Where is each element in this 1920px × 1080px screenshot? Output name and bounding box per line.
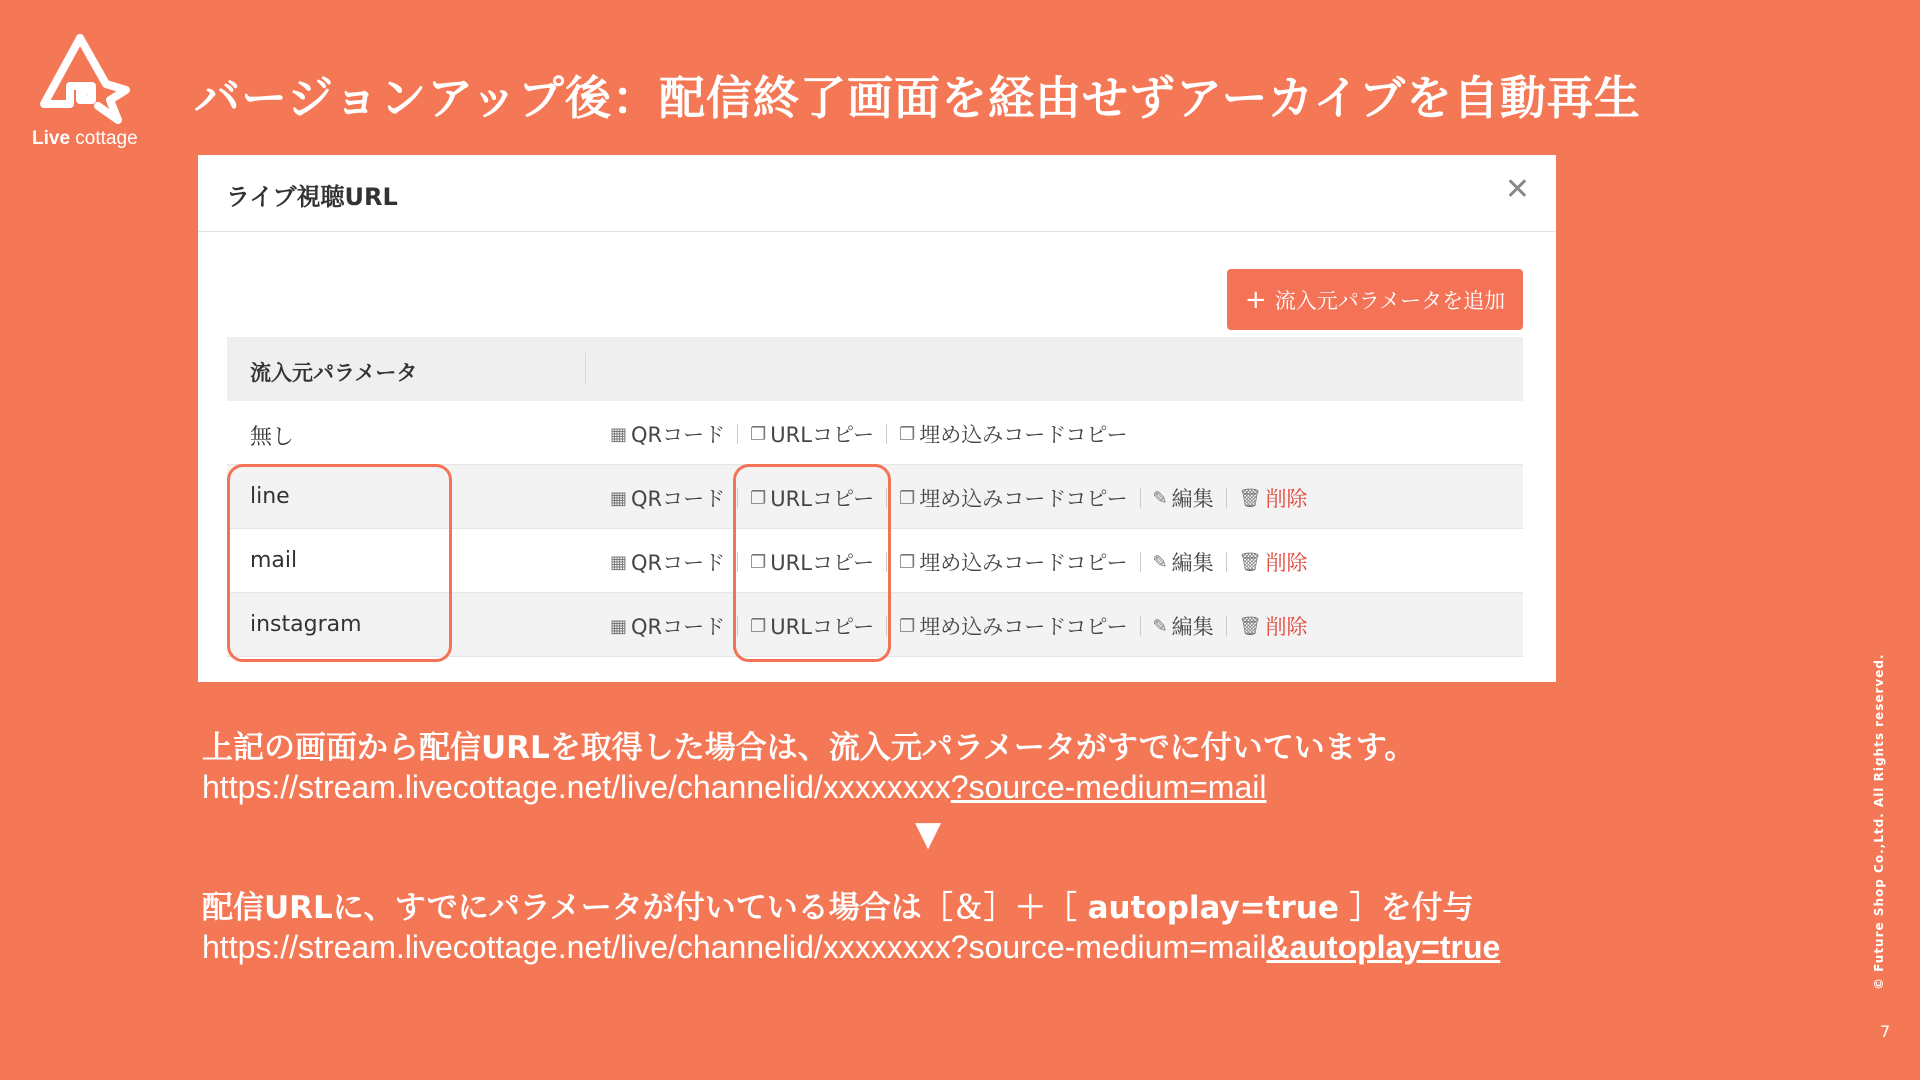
row-name: 無し <box>250 425 295 450</box>
copy-icon: ❐ <box>750 423 767 445</box>
page-number: 7 <box>1880 1022 1891 1041</box>
highlight-url-copy <box>733 464 891 662</box>
row-name: instagram <box>250 612 362 637</box>
row-actions <box>610 419 1128 449</box>
table-row <box>227 401 1523 465</box>
explanation-line-1: 上記の画面から配信URLを取得した場合は、流入元パラメータがすでに付いています。 <box>202 730 1416 766</box>
copy-icon: ❐ <box>899 551 916 573</box>
logo-text: Live cottage <box>32 128 138 149</box>
close-icon[interactable]: ✕ <box>1504 172 1530 207</box>
copy-icon: ❐ <box>750 487 767 509</box>
row-actions <box>610 547 1308 577</box>
dialog-header <box>198 155 1556 232</box>
add-source-parameter-button[interactable] <box>1227 269 1523 330</box>
qr-icon: ▦ <box>610 487 628 509</box>
edit-button[interactable]: ✎ 編集 <box>1152 615 1214 639</box>
copy-icon: ❐ <box>750 551 767 573</box>
trash-icon: 🗑 <box>1238 551 1262 573</box>
pencil-icon: ✎ <box>1152 615 1168 637</box>
row-name: mail <box>250 548 298 573</box>
header-divider <box>585 353 586 385</box>
url2-param: &autoplay=true <box>1266 929 1501 965</box>
row-actions <box>610 611 1308 641</box>
delete-button[interactable]: 🗑 削除 <box>1238 487 1308 511</box>
example-url-2: https://stream.livecottage.net/live/channelid/xxxxxxxx?source-medium=mail&autoplay=true <box>202 929 1501 965</box>
delete-button[interactable]: 🗑 削除 <box>1238 615 1308 639</box>
row-actions <box>610 483 1308 513</box>
plus-icon: + <box>1244 284 1267 315</box>
add-button-label: 流入元パラメータを追加 <box>1274 288 1506 313</box>
house-logo-icon <box>36 34 136 129</box>
explanation-line-2: 配信URLに、すでにパラメータが付いている場合は［＆］＋［ autoplay=true ］を付与 <box>202 890 1474 926</box>
pencil-icon: ✎ <box>1152 551 1168 573</box>
copy-icon: ❐ <box>750 615 767 637</box>
pencil-icon: ✎ <box>1152 487 1168 509</box>
url-copy-button[interactable]: ❐ URLコピー <box>750 615 875 639</box>
edit-button[interactable]: ✎ 編集 <box>1152 551 1214 575</box>
down-arrow-icon: ▼ <box>915 814 942 854</box>
example-url-1: https://stream.livecottage.net/live/channelid/xxxxxxxx?source-medium=mail <box>202 769 1267 805</box>
live-url-dialog <box>198 155 1556 682</box>
copy-icon: ❐ <box>899 487 916 509</box>
qr-code-button[interactable]: ▦ QRコード <box>610 615 726 639</box>
embed-copy-button[interactable]: ❐ 埋め込みコードコピー <box>899 423 1128 447</box>
qr-code-button[interactable]: ▦ QRコード <box>610 423 726 447</box>
url-copy-button[interactable]: ❐ URLコピー <box>750 551 875 575</box>
embed-copy-button[interactable]: ❐ 埋め込みコードコピー <box>899 487 1128 511</box>
dialog-title: ライブ視聴URL <box>226 183 398 211</box>
slide-title: バージョンアップ後：配信終了画面を経由せずアーカイブを自動再生 <box>194 71 1641 125</box>
copyright-notice: © Future Shop Co.,Ltd. All Rights reserved. <box>1872 653 1886 990</box>
copy-icon: ❐ <box>899 423 916 445</box>
qr-code-button[interactable]: ▦ QRコード <box>610 487 726 511</box>
live-cottage-logo <box>30 34 150 154</box>
edit-button[interactable]: ✎ 編集 <box>1152 487 1214 511</box>
url-copy-button[interactable]: ❐ URLコピー <box>750 487 875 511</box>
table-header <box>227 337 1523 401</box>
url-copy-button[interactable]: ❐ URLコピー <box>750 423 875 447</box>
trash-icon: 🗑 <box>1238 487 1262 509</box>
trash-icon: 🗑 <box>1238 615 1262 637</box>
delete-button[interactable]: 🗑 削除 <box>1238 551 1308 575</box>
qr-icon: ▦ <box>610 423 628 445</box>
embed-copy-button[interactable]: ❐ 埋め込みコードコピー <box>899 551 1128 575</box>
highlight-parameter-names <box>227 464 452 662</box>
copy-icon: ❐ <box>899 615 916 637</box>
qr-icon: ▦ <box>610 551 628 573</box>
row-name: line <box>250 484 290 509</box>
column-header-source-parameter: 流入元パラメータ <box>250 361 418 385</box>
embed-copy-button[interactable]: ❐ 埋め込みコードコピー <box>899 615 1128 639</box>
qr-icon: ▦ <box>610 615 628 637</box>
url1-param: ?source-medium=mail <box>950 769 1267 805</box>
qr-code-button[interactable]: ▦ QRコード <box>610 551 726 575</box>
